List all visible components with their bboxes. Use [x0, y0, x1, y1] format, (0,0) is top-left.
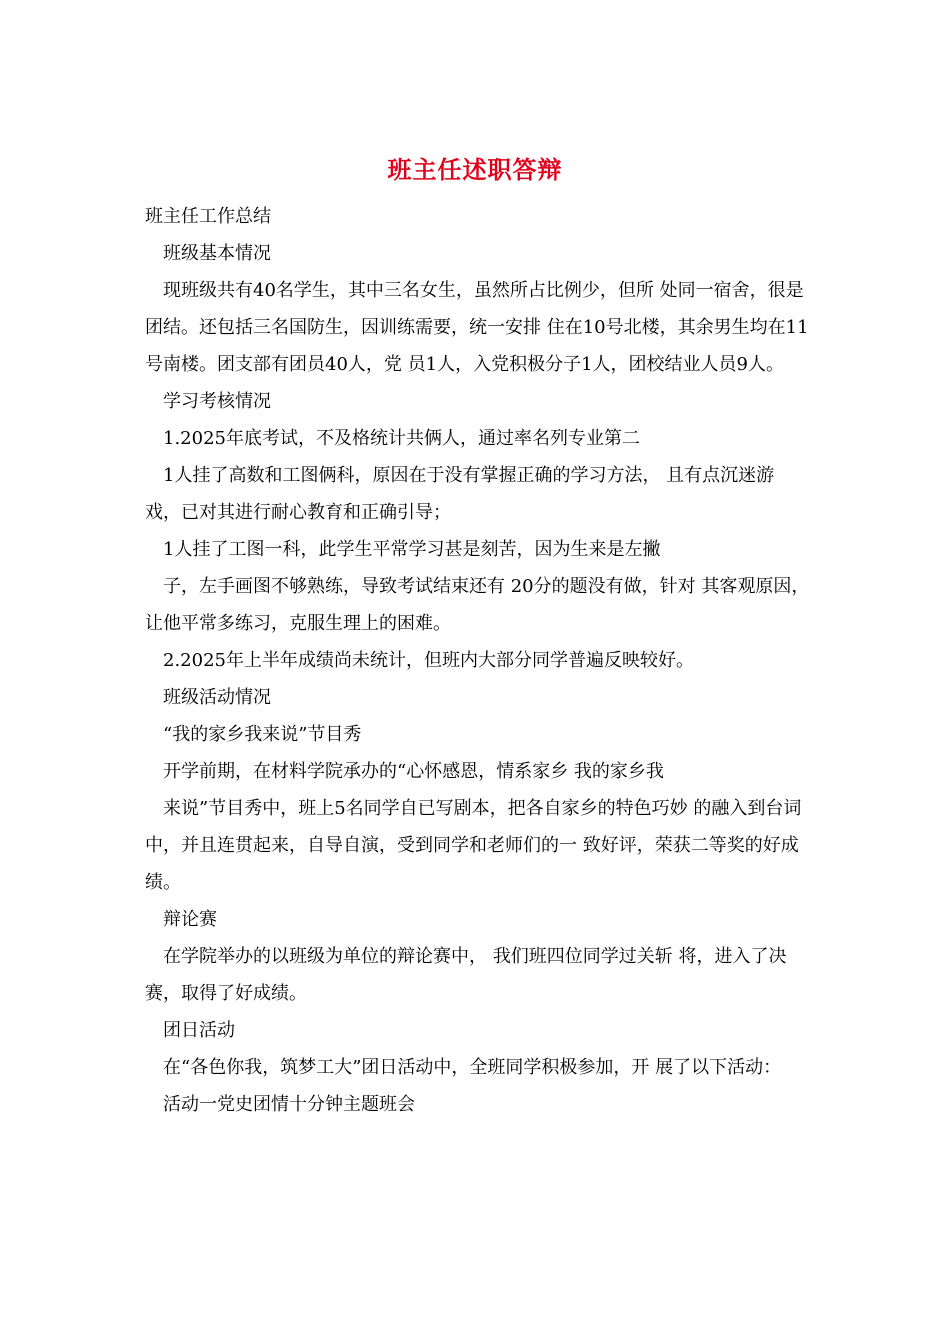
paragraph: 在学院举办的以班级为单位的辩论赛中， 我们班四位同学过关斩 将，进入了决赛，取得了好成绩。: [145, 946, 787, 1004]
paragraph: 现班级共有40名学生，其中三名女生，虽然所占比例少，但所 处同一宿舍，很是团结。还包括三名国防生，因训练需要，统一安排 住在10号北楼，其余男生均在11号南楼。团支部有团员40人，党 员1人，入党积极分子1人，团校结业人员9人。: [145, 280, 809, 375]
document-body: [145, 198, 810, 1123]
paragraph: 开学前期，在材料学院承办的“心怀感恩，情系家乡 我的家乡我: [163, 761, 664, 782]
document-title: 班主任述职答辩: [387, 155, 563, 184]
activity-heading: 团日活动: [163, 1020, 235, 1041]
subsection-heading: 学习考核情况: [163, 391, 271, 412]
section-heading: 班主任工作总结: [145, 206, 271, 227]
paragraph: 来说”节目秀中，班上5名同学自已写剧本，把各自家乡的特色巧妙 的融入到台词中，并且连贯起来，自导自演，受到同学和老师们的一 致好评，荣获二等奖的好成绩。: [145, 798, 802, 893]
activity-heading: “我的家乡我来说”节目秀: [163, 724, 362, 745]
activity-heading: 辩论赛: [163, 909, 217, 930]
paragraph: 1人挂了工图一科，此学生平常学习甚是刻苦，因为生来是左撇: [163, 539, 661, 560]
subsection-heading: 班级活动情况: [163, 687, 271, 708]
list-item: 2.2025年上半年成绩尚未统计，但班内大部分同学普遍反映较好。: [163, 650, 694, 671]
list-item: 1.2025年底考试，不及格统计共俩人，通过率名列专业第二: [163, 428, 640, 449]
paragraph: 1人挂了高数和工图俩科，原因在于没有掌握正确的学习方法， 且有点沉迷游戏，已对其进行耐心教育和正确引导；: [145, 465, 775, 523]
subsection-heading: 班级基本情况: [163, 243, 271, 264]
paragraph: 在“各色你我，筑梦工大”团日活动中，全班同学积极参加，开 展了以下活动：: [163, 1057, 782, 1078]
paragraph: 子，左手画图不够熟练，导致考试结束还有 20分的题没有做，针对 其客观原因，让他平常多练习，克服生理上的困难。: [145, 576, 810, 634]
activity-item: 活动一党史团情十分钟主题班会: [163, 1094, 415, 1115]
